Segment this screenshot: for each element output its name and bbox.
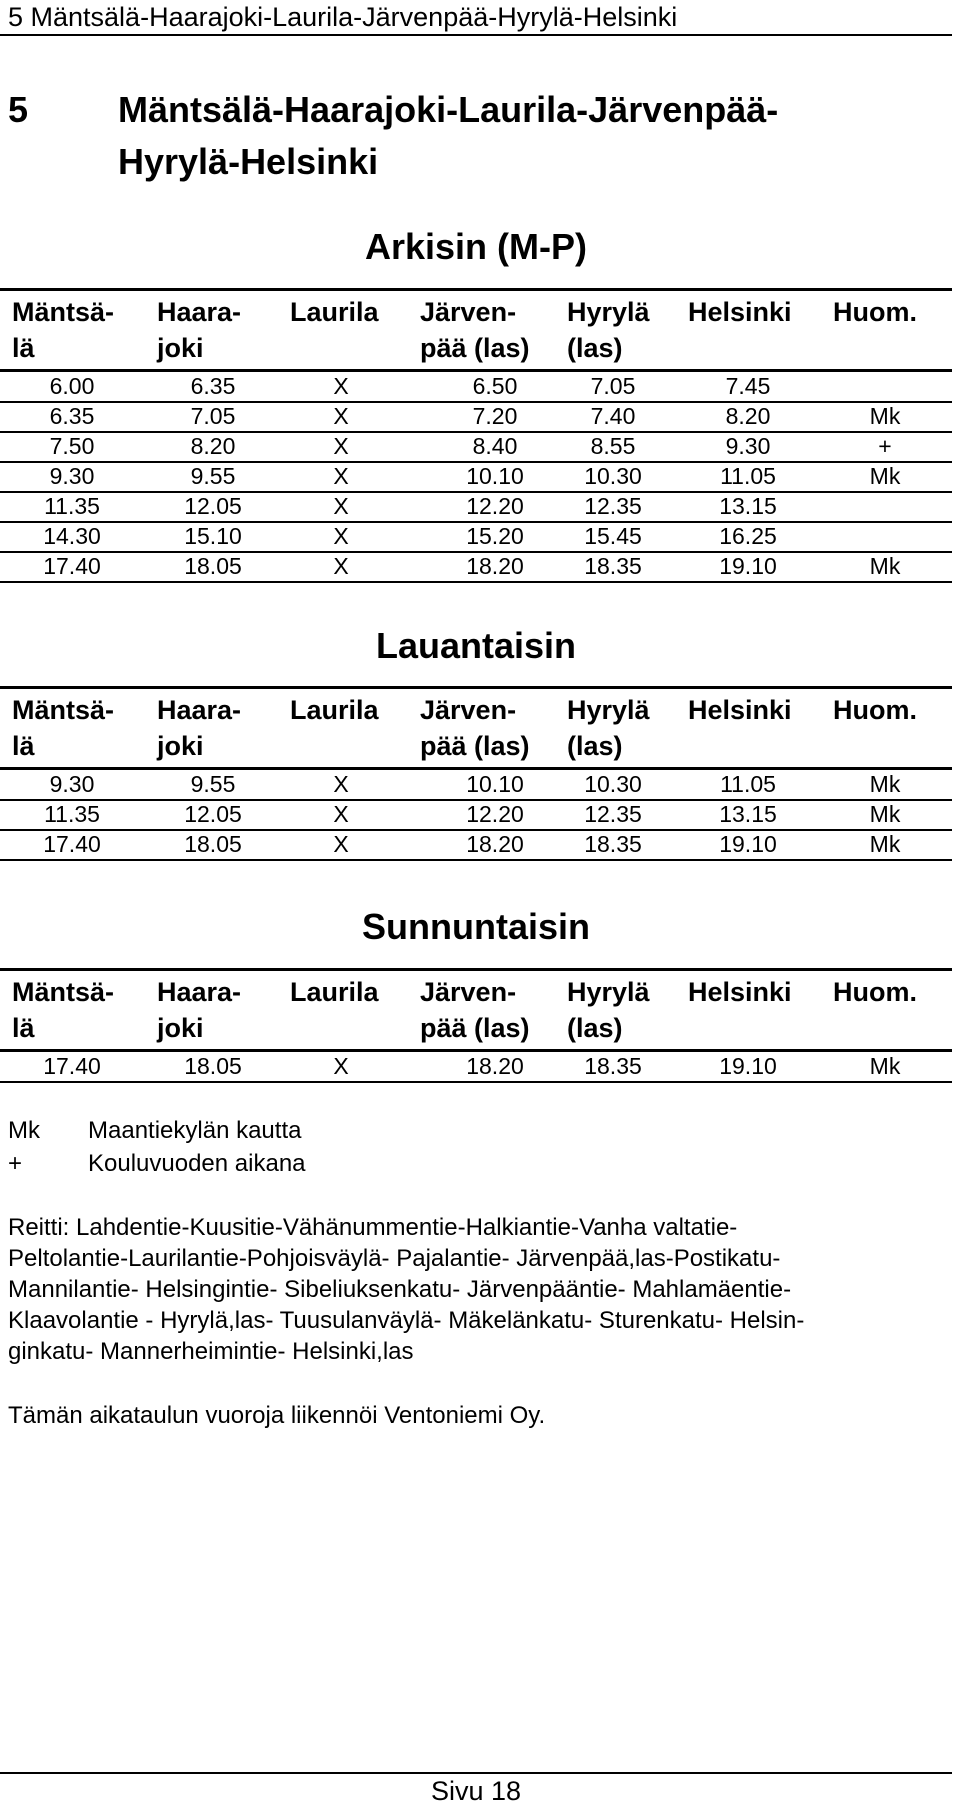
document-title xyxy=(8,84,778,188)
table-cell: 6.50 xyxy=(472,373,518,399)
table-cell: 11.35 xyxy=(44,493,100,519)
table-cell: 7.45 xyxy=(725,373,771,399)
table-cell: Mk xyxy=(869,553,901,579)
section-title: Lauantaisin xyxy=(375,625,577,666)
table-cell: 7.20 xyxy=(472,403,518,429)
title-line-1: Mäntsälä-Haarajoki-Laurila-Järvenpää- xyxy=(118,89,779,130)
table-cell: X xyxy=(333,493,349,519)
table-cell: 9.30 xyxy=(49,463,95,489)
route-line: Klaavolantie - Hyrylä,las- Tuusulanväylä- Mäkelänkatu- Sturenkatu- Helsin- xyxy=(8,1307,805,1334)
route-line: Peltolantie-Laurilantie-Pohjoisväylä- Pajalantie- Järvenpää,las-Postikatu- xyxy=(8,1245,781,1272)
column-header: Mäntsä- xyxy=(12,977,115,1007)
table-cell: X xyxy=(333,523,349,549)
table-cell: 18.35 xyxy=(584,1053,642,1079)
row-rule xyxy=(0,1081,952,1083)
table-cell: X xyxy=(333,771,349,797)
column-header: pää (las) xyxy=(420,731,530,761)
table-cell: 12.35 xyxy=(584,493,642,519)
table-cell: 10.30 xyxy=(584,771,642,797)
row-rule xyxy=(0,859,952,861)
column-header: Järven- xyxy=(420,297,517,327)
column-header: joki xyxy=(157,731,204,761)
table-cell: 19.10 xyxy=(719,831,777,857)
table-cell: 15.20 xyxy=(466,523,524,549)
column-header: Mäntsä- xyxy=(12,695,115,725)
column-header: Laurila xyxy=(290,297,379,327)
table-cell: 18.05 xyxy=(184,831,242,857)
column-header: Helsinki xyxy=(688,695,792,725)
table-cell: 8.40 xyxy=(472,433,518,459)
table-cell: 13.15 xyxy=(719,493,777,519)
table-cell: 18.05 xyxy=(184,553,242,579)
table-cell: Mk xyxy=(869,1053,901,1079)
table-cell: Mk xyxy=(869,403,901,429)
column-header: Hyrylä xyxy=(567,695,650,725)
column-header: (las) xyxy=(567,731,623,761)
column-header: Haara- xyxy=(157,695,242,725)
route-line: Mannilantie- Helsingintie- Sibeliuksenkatu- Järvenpääntie- Mahlamäentie- xyxy=(8,1276,792,1303)
table-cell: 19.10 xyxy=(719,553,777,579)
column-header: joki xyxy=(157,1013,204,1043)
table-cell: 9.30 xyxy=(725,433,771,459)
title-line-2: Hyrylä-Helsinki xyxy=(118,141,379,182)
table-cell: 12.35 xyxy=(584,801,642,827)
section-title: Sunnuntaisin xyxy=(362,906,590,947)
title-number: 5 xyxy=(8,89,29,130)
row-rule xyxy=(0,581,952,583)
table-cell: 9.30 xyxy=(49,771,95,797)
table-cell: X xyxy=(333,1053,349,1079)
header-rule xyxy=(0,34,952,36)
table-cell: Mk xyxy=(869,831,901,857)
table-cell: 17.40 xyxy=(43,1053,101,1079)
table-cell: 6.00 xyxy=(49,373,95,399)
column-header: Huom. xyxy=(833,297,917,327)
table-cell: 11.05 xyxy=(720,463,776,489)
table-cell: X xyxy=(333,463,349,489)
column-header: Haara- xyxy=(157,297,242,327)
column-header: Järven- xyxy=(420,695,517,725)
table-cell: 7.40 xyxy=(590,403,636,429)
table-cell: X xyxy=(333,373,349,399)
header-bottom-rule xyxy=(0,1049,952,1052)
column-header: Hyrylä xyxy=(567,977,650,1007)
table-cell: 7.05 xyxy=(190,403,236,429)
table-cell: 7.50 xyxy=(49,433,95,459)
table-cell: 7.05 xyxy=(590,373,636,399)
table-cell: X xyxy=(333,553,349,579)
table-cell: 18.35 xyxy=(584,553,642,579)
column-header: Helsinki xyxy=(688,297,792,327)
column-header: Laurila xyxy=(290,977,379,1007)
table-cell: 14.30 xyxy=(43,523,101,549)
table-cell: 10.10 xyxy=(466,463,524,489)
column-header: pää (las) xyxy=(420,333,530,363)
table-cell: 6.35 xyxy=(190,373,236,399)
table-cell: 16.25 xyxy=(719,523,777,549)
note-text: Kouluvuoden aikana xyxy=(88,1150,306,1177)
table-cell: 17.40 xyxy=(43,831,101,857)
column-header: Huom. xyxy=(833,695,917,725)
route-line: Reitti: Lahdentie-Kuusitie-Vähänummentie-Halkiantie-Vanha valtatie- xyxy=(8,1214,738,1241)
column-header: Huom. xyxy=(833,977,917,1007)
table-cell: 9.55 xyxy=(190,463,236,489)
table-cell: 18.20 xyxy=(466,1053,524,1079)
table-cell: 8.55 xyxy=(590,433,636,459)
table-cell: 12.20 xyxy=(466,801,524,827)
table-cell: 12.20 xyxy=(466,493,524,519)
table-cell: 18.20 xyxy=(466,831,524,857)
route-description xyxy=(8,1212,804,1367)
note-code: + xyxy=(8,1150,23,1177)
table-cell: X xyxy=(333,831,349,857)
table-cell: 10.10 xyxy=(466,771,524,797)
table-cell: 18.05 xyxy=(184,1053,242,1079)
table-top-rule xyxy=(0,686,952,689)
table-cell: 11.05 xyxy=(720,771,776,797)
column-header: Laurila xyxy=(290,695,379,725)
note-text: Maantiekylän kautta xyxy=(88,1117,302,1144)
table-cell: X xyxy=(333,433,349,459)
running-header: 5 Mäntsälä-Haarajoki-Laurila-Järvenpää-Hyrylä-Helsinki xyxy=(8,2,678,32)
table-cell: 13.15 xyxy=(719,801,777,827)
table-cell: X xyxy=(333,801,349,827)
column-header: Mäntsä- xyxy=(12,297,115,327)
table-top-rule xyxy=(0,968,952,971)
table-cell: 12.05 xyxy=(184,801,242,827)
column-header: Järven- xyxy=(420,977,517,1007)
operator-note: Tämän aikataulun vuoroja liikennöi Ventoniemi Oy. xyxy=(8,1402,546,1429)
column-header: (las) xyxy=(567,1013,623,1043)
column-header: Hyrylä xyxy=(567,297,650,327)
header-bottom-rule xyxy=(0,767,952,770)
table-cell: 9.55 xyxy=(190,771,236,797)
table-cell: X xyxy=(333,403,349,429)
table-cell: Mk xyxy=(869,801,901,827)
column-header: (las) xyxy=(567,333,623,363)
table-cell: 8.20 xyxy=(190,433,236,459)
table-cell: 12.05 xyxy=(184,493,242,519)
table-cell: + xyxy=(878,433,892,459)
column-header: lä xyxy=(12,731,35,761)
table-cell: 15.10 xyxy=(184,523,242,549)
header-bottom-rule xyxy=(0,369,952,372)
table-top-rule xyxy=(0,288,952,291)
section-title: Arkisin (M-P) xyxy=(364,226,587,267)
table-cell: 8.20 xyxy=(725,403,771,429)
table-cell: 6.35 xyxy=(49,403,95,429)
table-cell: 18.20 xyxy=(466,553,524,579)
table-cell: 11.35 xyxy=(44,801,100,827)
table-cell: 10.30 xyxy=(584,463,642,489)
table-cell: Mk xyxy=(869,463,901,489)
table-cell: 18.35 xyxy=(584,831,642,857)
page-number: Sivu 18 xyxy=(430,1776,522,1806)
table-cell: 19.10 xyxy=(719,1053,777,1079)
column-header: Haara- xyxy=(157,977,242,1007)
table-cell: 15.45 xyxy=(584,523,642,549)
note-code: Mk xyxy=(8,1117,40,1144)
column-header: lä xyxy=(12,1013,35,1043)
column-header: joki xyxy=(157,333,204,363)
column-header: Helsinki xyxy=(688,977,792,1007)
column-header: pää (las) xyxy=(420,1013,530,1043)
table-cell: 17.40 xyxy=(43,553,101,579)
footer-rule xyxy=(0,1772,952,1774)
route-line: ginkatu- Mannerheimintie- Helsinki,las xyxy=(8,1338,414,1365)
table-cell: Mk xyxy=(869,771,901,797)
column-header: lä xyxy=(12,333,35,363)
